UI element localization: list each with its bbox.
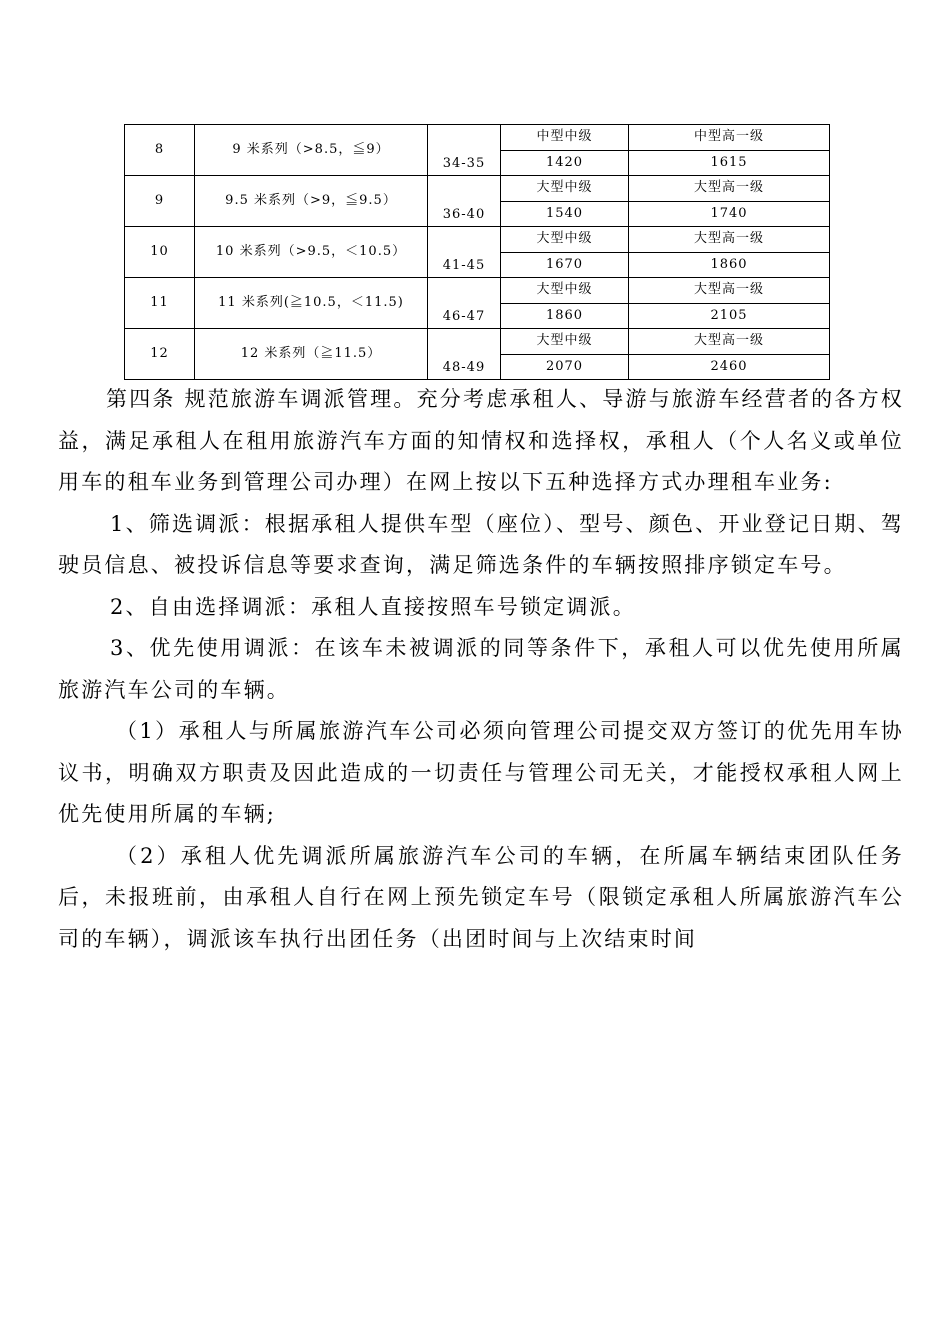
table-row (125, 125, 830, 151)
row-number: 12 (125, 329, 195, 380)
grade-b: 大型高一级 (629, 278, 830, 304)
grade-a: 大型中级 (501, 227, 629, 253)
vehicle-series: 11 米系列(≧10.5，＜11.5) (195, 278, 428, 329)
vehicle-series: 9.5 米系列（>9，≦9.5） (195, 176, 428, 227)
price-a: 2070 (501, 354, 629, 380)
article-4-paragraph: 第四条 规范旅游车调派管理。充分考虑承租人、导游与旅游车经营者的各方权益，满足承租人在租用旅游汽车方面的知情权和选择权，承租人（个人名义或单位用车的租车业务到管理公司办理）在网上按以下五种选择方式办理租车业务: (58, 387, 904, 494)
table-row (125, 278, 830, 304)
vehicle-rate-table (124, 124, 830, 380)
price-b: 1860 (629, 252, 830, 278)
vehicle-series: 9 米系列（>8.5，≦9） (195, 125, 428, 176)
document-body (58, 379, 904, 960)
grade-a: 大型中级 (501, 278, 629, 304)
price-b: 1615 (629, 150, 830, 176)
sub-clause-2: （2）承租人优先调派所属旅游汽车公司的车辆，在所属车辆结束团队任务后，未报班前，由承租人自行在网上预先锁定车号（限锁定承租人所属旅游汽车公司的车辆），调派该车执行出团任务（出团时间与上次结束时间 (58, 843, 904, 951)
row-number: 11 (125, 278, 195, 329)
grade-a: 大型中级 (501, 329, 629, 355)
price-a: 1540 (501, 201, 629, 227)
seat-range: 41-45 (428, 227, 501, 278)
dispatch-option-1: 1、筛选调派：根据承租人提供车型（座位）、型号、颜色、开业登记日期、驾驶员信息、被投诉信息等要求查询，满足筛选条件的车辆按照排序锁定车号。 (58, 511, 904, 577)
grade-a: 中型中级 (501, 125, 629, 151)
grade-b: 大型高一级 (629, 329, 830, 355)
row-number: 9 (125, 176, 195, 227)
grade-b: 大型高一级 (629, 176, 830, 202)
vehicle-series: 10 米系列（>9.5，＜10.5） (195, 227, 428, 278)
row-number: 8 (125, 125, 195, 176)
grade-b: 大型高一级 (629, 227, 830, 253)
vehicle-series: 12 米系列（≧11.5） (195, 329, 428, 380)
seat-range: 46-47 (428, 278, 501, 329)
price-b: 1740 (629, 201, 830, 227)
price-a: 1670 (501, 252, 629, 278)
row-number: 10 (125, 227, 195, 278)
dispatch-option-3: 3、优先使用调派：在该车未被调派的同等条件下，承租人可以优先使用所属旅游汽车公司的车辆。 (58, 636, 904, 702)
table-row (125, 329, 830, 355)
grade-a: 大型中级 (501, 176, 629, 202)
price-b: 2460 (629, 354, 830, 380)
table-row (125, 227, 830, 253)
price-a: 1860 (501, 303, 629, 329)
price-a: 1420 (501, 150, 629, 176)
grade-b: 中型高一级 (629, 125, 830, 151)
table-row (125, 176, 830, 202)
sub-clause-1: （1）承租人与所属旅游汽车公司必须向管理公司提交双方签订的优先用车协议书，明确双方职责及因此造成的一切责任与管理公司无关，才能授权承租人网上优先使用所属的车辆; (58, 719, 904, 826)
price-b: 2105 (629, 303, 830, 329)
seat-range: 36-40 (428, 176, 501, 227)
seat-range: 34-35 (428, 125, 501, 176)
dispatch-option-2: 2、自由选择调派：承租人直接按照车号锁定调派。 (110, 594, 636, 619)
seat-range: 48-49 (428, 329, 501, 380)
